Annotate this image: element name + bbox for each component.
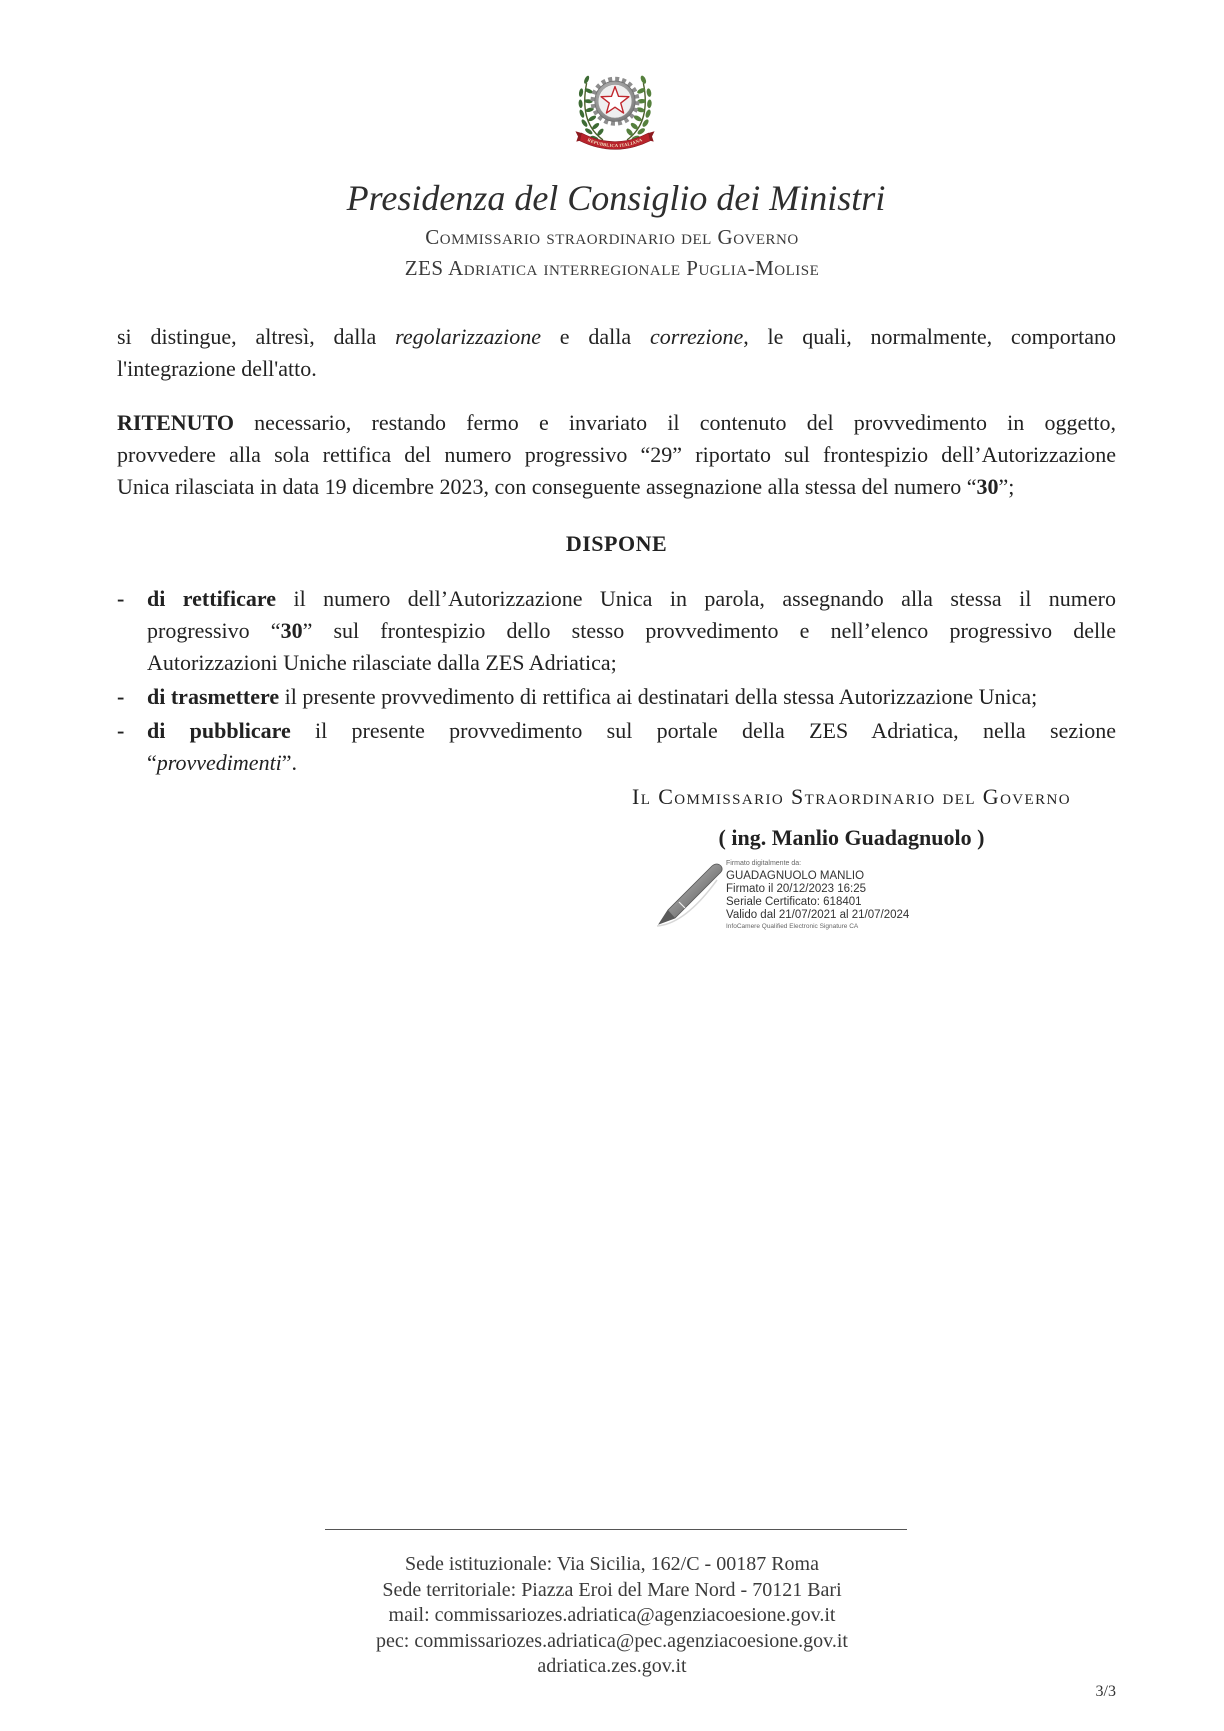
list-bullet: - bbox=[117, 586, 125, 611]
italian-republic-emblem-icon bbox=[572, 59, 658, 152]
signatory-title: Il Commissario Straordinario del Governo bbox=[632, 784, 1071, 809]
text-segment: “ bbox=[147, 750, 157, 775]
section-heading-dispone: DISPONE bbox=[565, 531, 668, 556]
text-segment: ” sul frontespizio dello stesso provvedimento e nell’elenco progressivo delle bbox=[302, 618, 1116, 643]
footer-divider bbox=[325, 1529, 907, 1530]
text-segment: , le quali, normalmente, comportano bbox=[743, 324, 1116, 349]
office-name: Commissario straordinario del Governo bbox=[425, 225, 799, 249]
text-line bbox=[117, 471, 1116, 503]
text-line bbox=[117, 321, 1116, 353]
signature-issuer: InfoCamere Qualified Electronic Signature CA bbox=[726, 923, 859, 930]
text-segment: l'integrazione dell'atto. bbox=[117, 356, 317, 381]
text-line bbox=[147, 647, 1116, 679]
list-item bbox=[117, 681, 1116, 713]
text-line bbox=[117, 439, 1116, 471]
bold-keyword: RITENUTO bbox=[117, 410, 234, 435]
text-line bbox=[147, 583, 1116, 615]
text-segment: Unica rilasciata in data 19 dicembre 2023, con conseguente assegnazione alla stessa del numero “ bbox=[117, 474, 977, 499]
bold-verb: di rettificare bbox=[147, 586, 277, 611]
page-number: 3/3 bbox=[1095, 1683, 1116, 1700]
dispositions-list bbox=[117, 583, 1116, 781]
institution-title: Presidenza del Consiglio dei Ministri bbox=[346, 178, 886, 218]
footer-pec: pec: commissariozes.adriatica@pec.agenziacoesione.gov.it bbox=[376, 1629, 848, 1652]
text-line bbox=[147, 615, 1116, 647]
bold-number: 30 bbox=[280, 618, 303, 643]
pen-icon bbox=[655, 860, 725, 928]
list-item bbox=[117, 583, 1116, 679]
signature-header: Firmato digitalmente da: bbox=[726, 860, 802, 867]
footer-website: adriatica.zes.gov.it bbox=[537, 1655, 687, 1678]
footer-institutional-address: Sede istituzionale: Via Sicilia, 162/C - 00187 Roma bbox=[405, 1553, 819, 1575]
text-line bbox=[117, 353, 1116, 385]
text-segment: Autorizzazioni Uniche rilasciate dalla ZES Adriatica; bbox=[147, 650, 617, 675]
digital-signature-stamp bbox=[726, 858, 966, 931]
text-line bbox=[147, 715, 1116, 747]
bold-number: 30 bbox=[976, 474, 999, 499]
text-segment: si distingue, altresì, dalla bbox=[117, 324, 396, 349]
signature-signer: GUADAGNUOLO MANLIO bbox=[726, 870, 865, 882]
text-segment: necessario, restando fermo e invariato il contenuto del provvedimento in oggetto, bbox=[233, 410, 1116, 435]
bold-verb: di trasmettere bbox=[147, 684, 280, 709]
list-item bbox=[117, 715, 1116, 779]
paragraph-ritenuto bbox=[117, 407, 1116, 503]
list-bullet: - bbox=[117, 718, 125, 743]
text-segment: ”; bbox=[998, 474, 1015, 499]
signature-serial: Seriale Certificato: 618401 bbox=[726, 896, 862, 908]
bold-verb: di pubblicare bbox=[147, 718, 291, 743]
signature-validity: Valido dal 21/07/2021 al 21/07/2024 bbox=[726, 909, 910, 921]
signatory-name: ( ing. Manlio Guadagnuolo ) bbox=[718, 825, 985, 850]
text-line bbox=[117, 407, 1116, 439]
emblem-ribbon-text: REPUBBLICA ITALIANA bbox=[586, 137, 644, 149]
text-segment: il numero dell’Autorizzazione Unica in parola, assegnando alla stessa il numero bbox=[276, 586, 1116, 611]
text-segment: provvedere alla sola rettifica del numero progressivo “29” riportato sul frontespizio dell’Autorizzazione bbox=[117, 442, 1116, 467]
italic-term: provvedimenti bbox=[156, 750, 282, 775]
text-segment: progressivo “ bbox=[147, 618, 281, 643]
italic-term: regolarizzazione bbox=[395, 324, 541, 349]
text-segment: il presente provvedimento sul portale della ZES Adriatica, nella sezione bbox=[290, 718, 1116, 743]
list-bullet: - bbox=[117, 684, 125, 709]
footer-address-block bbox=[0, 1552, 1224, 1680]
text-segment: ”. bbox=[281, 750, 298, 775]
zone-name: ZES Adriatica interregionale Puglia-Molise bbox=[404, 256, 820, 280]
text-line bbox=[147, 681, 1116, 713]
text-line bbox=[147, 747, 1116, 779]
paragraph-continuation bbox=[117, 321, 1116, 385]
footer-territorial-address: Sede territoriale: Piazza Eroi del Mare Nord - 70121 Bari bbox=[382, 1578, 842, 1601]
signature-date: Firmato il 20/12/2023 16:25 bbox=[726, 883, 867, 895]
text-segment: e dalla bbox=[540, 324, 650, 349]
text-segment: il presente provvedimento di rettifica ai destinatari della stessa Autorizzazione Unica; bbox=[279, 684, 1038, 709]
italic-term: correzione bbox=[649, 324, 744, 349]
footer-mail: mail: commissariozes.adriatica@agenziacoesione.gov.it bbox=[388, 1604, 836, 1627]
